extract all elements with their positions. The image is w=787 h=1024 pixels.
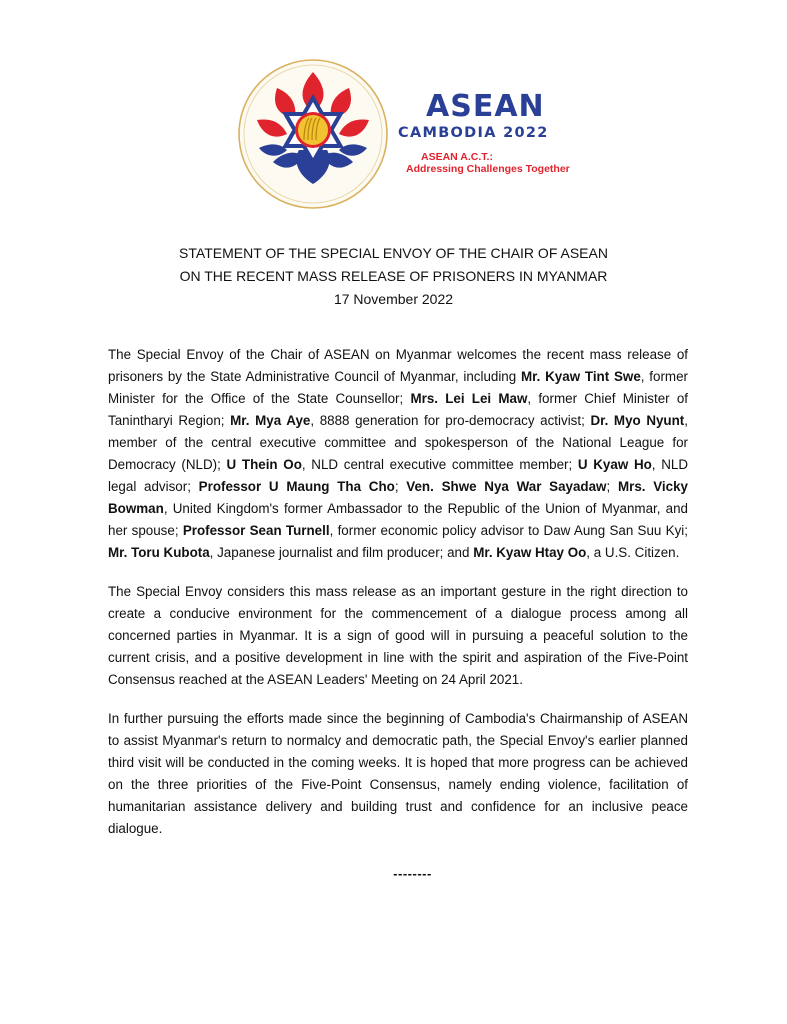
name-vicky-bowman: Mrs. Vicky Bowman [108, 479, 688, 516]
p1-text: , a U.S. Citizen. [586, 545, 680, 560]
asean-cambodia-brand [398, 89, 578, 175]
name-lei-lei-maw: Mrs. Lei Lei Maw [410, 391, 528, 406]
p1-text: , NLD legal advisor; [108, 457, 688, 494]
p1-text: , former economic policy advisor to Daw Aung San Suu Kyi; [329, 523, 688, 538]
paragraph-2: The Special Envoy considers this mass release as an important gesture in the right direction to create a conducive environment for the commencement of a dialogue process among all concerned parties in Myanmar. It is a sign of good will in pursuing a peaceful solution to the current crisis, and a positive development in line with the spirit and aspiration of the Five-Point Consensus reached at the ASEAN Leaders' Meeting on 24 April 2021. [108, 584, 688, 687]
p1-text: , former Minister for the Office of the State Counsellor; [108, 369, 688, 406]
brand-subtitle: CAMBODIA 2022 [398, 125, 549, 141]
name-mya-aye: Mr. Mya Aye [230, 413, 311, 428]
p1-text: The Special Envoy of the Chair of ASEAN on Myanmar welcomes the recent mass release of prisoners by the State Administrative Council of Myanmar, including [108, 347, 688, 384]
brand-tagline: Addressing Challenges Together [406, 163, 570, 175]
p1-text: ; [394, 479, 407, 494]
brand-act: ASEAN A.C.T.: [421, 151, 493, 163]
asean-cambodia-emblem-icon [237, 58, 389, 210]
name-thein-oo: U Thein Oo [226, 457, 302, 472]
heading-line-2: ON THE RECENT MASS RELEASE OF PRISONERS IN MYANMAR [179, 268, 608, 284]
name-myo-nyunt: Dr. Myo Nyunt [590, 413, 685, 428]
p1-text: , 8888 generation for pro-democracy activist; [310, 413, 591, 428]
heading-line-1: STATEMENT OF THE SPECIAL ENVOY OF THE CHAIR OF ASEAN [179, 245, 608, 261]
p1-text: , United Kingdom's former Ambassador to the Republic of the Union of Myanmar, and her spouse; [108, 501, 688, 538]
name-kyaw-ho: U Kyaw Ho [577, 457, 652, 472]
brand-title: ASEAN [426, 89, 545, 124]
paragraph-1 [108, 344, 688, 564]
p1-text: ; [606, 479, 618, 494]
name-sean-turnell: Professor Sean Turnell [182, 523, 330, 538]
name-kyaw-htay-oo: Mr. Kyaw Htay Oo [473, 545, 587, 560]
paragraph-3: In further pursuing the efforts made since the beginning of Cambodia's Chairmanship of ASEAN to assist Myanmar's return to normalcy and democratic path, the Special Envoy's earlier planned third visit will be conducted in the coming weeks. It is hoped that more progress can be achieved on the three priorities of the Five-Point Consensus, namely ending violence, facilitation of humanitarian assistance delivery and building trust and confidence for an inclusive peace dialogue. [108, 711, 688, 836]
p1-text: , Japanese journalist and film producer; and [209, 545, 474, 560]
name-shwe-nya-war-sayadaw: Ven. Shwe Nya War Sayadaw [406, 479, 607, 494]
end-divider: -------- [393, 866, 432, 881]
statement-date: 17 November 2022 [333, 291, 454, 307]
p1-text: , NLD central executive committee member; [301, 457, 578, 472]
p1-text: , former Chief Minister of Tanintharyi Region; [108, 391, 689, 428]
statement-body [108, 344, 688, 857]
name-maung-tha-cho: Professor U Maung Tha Cho [198, 479, 395, 494]
p1-text: , member of the central executive committee and spokesperson of the National League for Democracy (NLD); [108, 413, 688, 472]
statement-heading [0, 242, 787, 311]
name-kyaw-tint-swe: Mr. Kyaw Tint Swe [521, 369, 641, 384]
name-toru-kubota: Mr. Toru Kubota [108, 545, 210, 560]
